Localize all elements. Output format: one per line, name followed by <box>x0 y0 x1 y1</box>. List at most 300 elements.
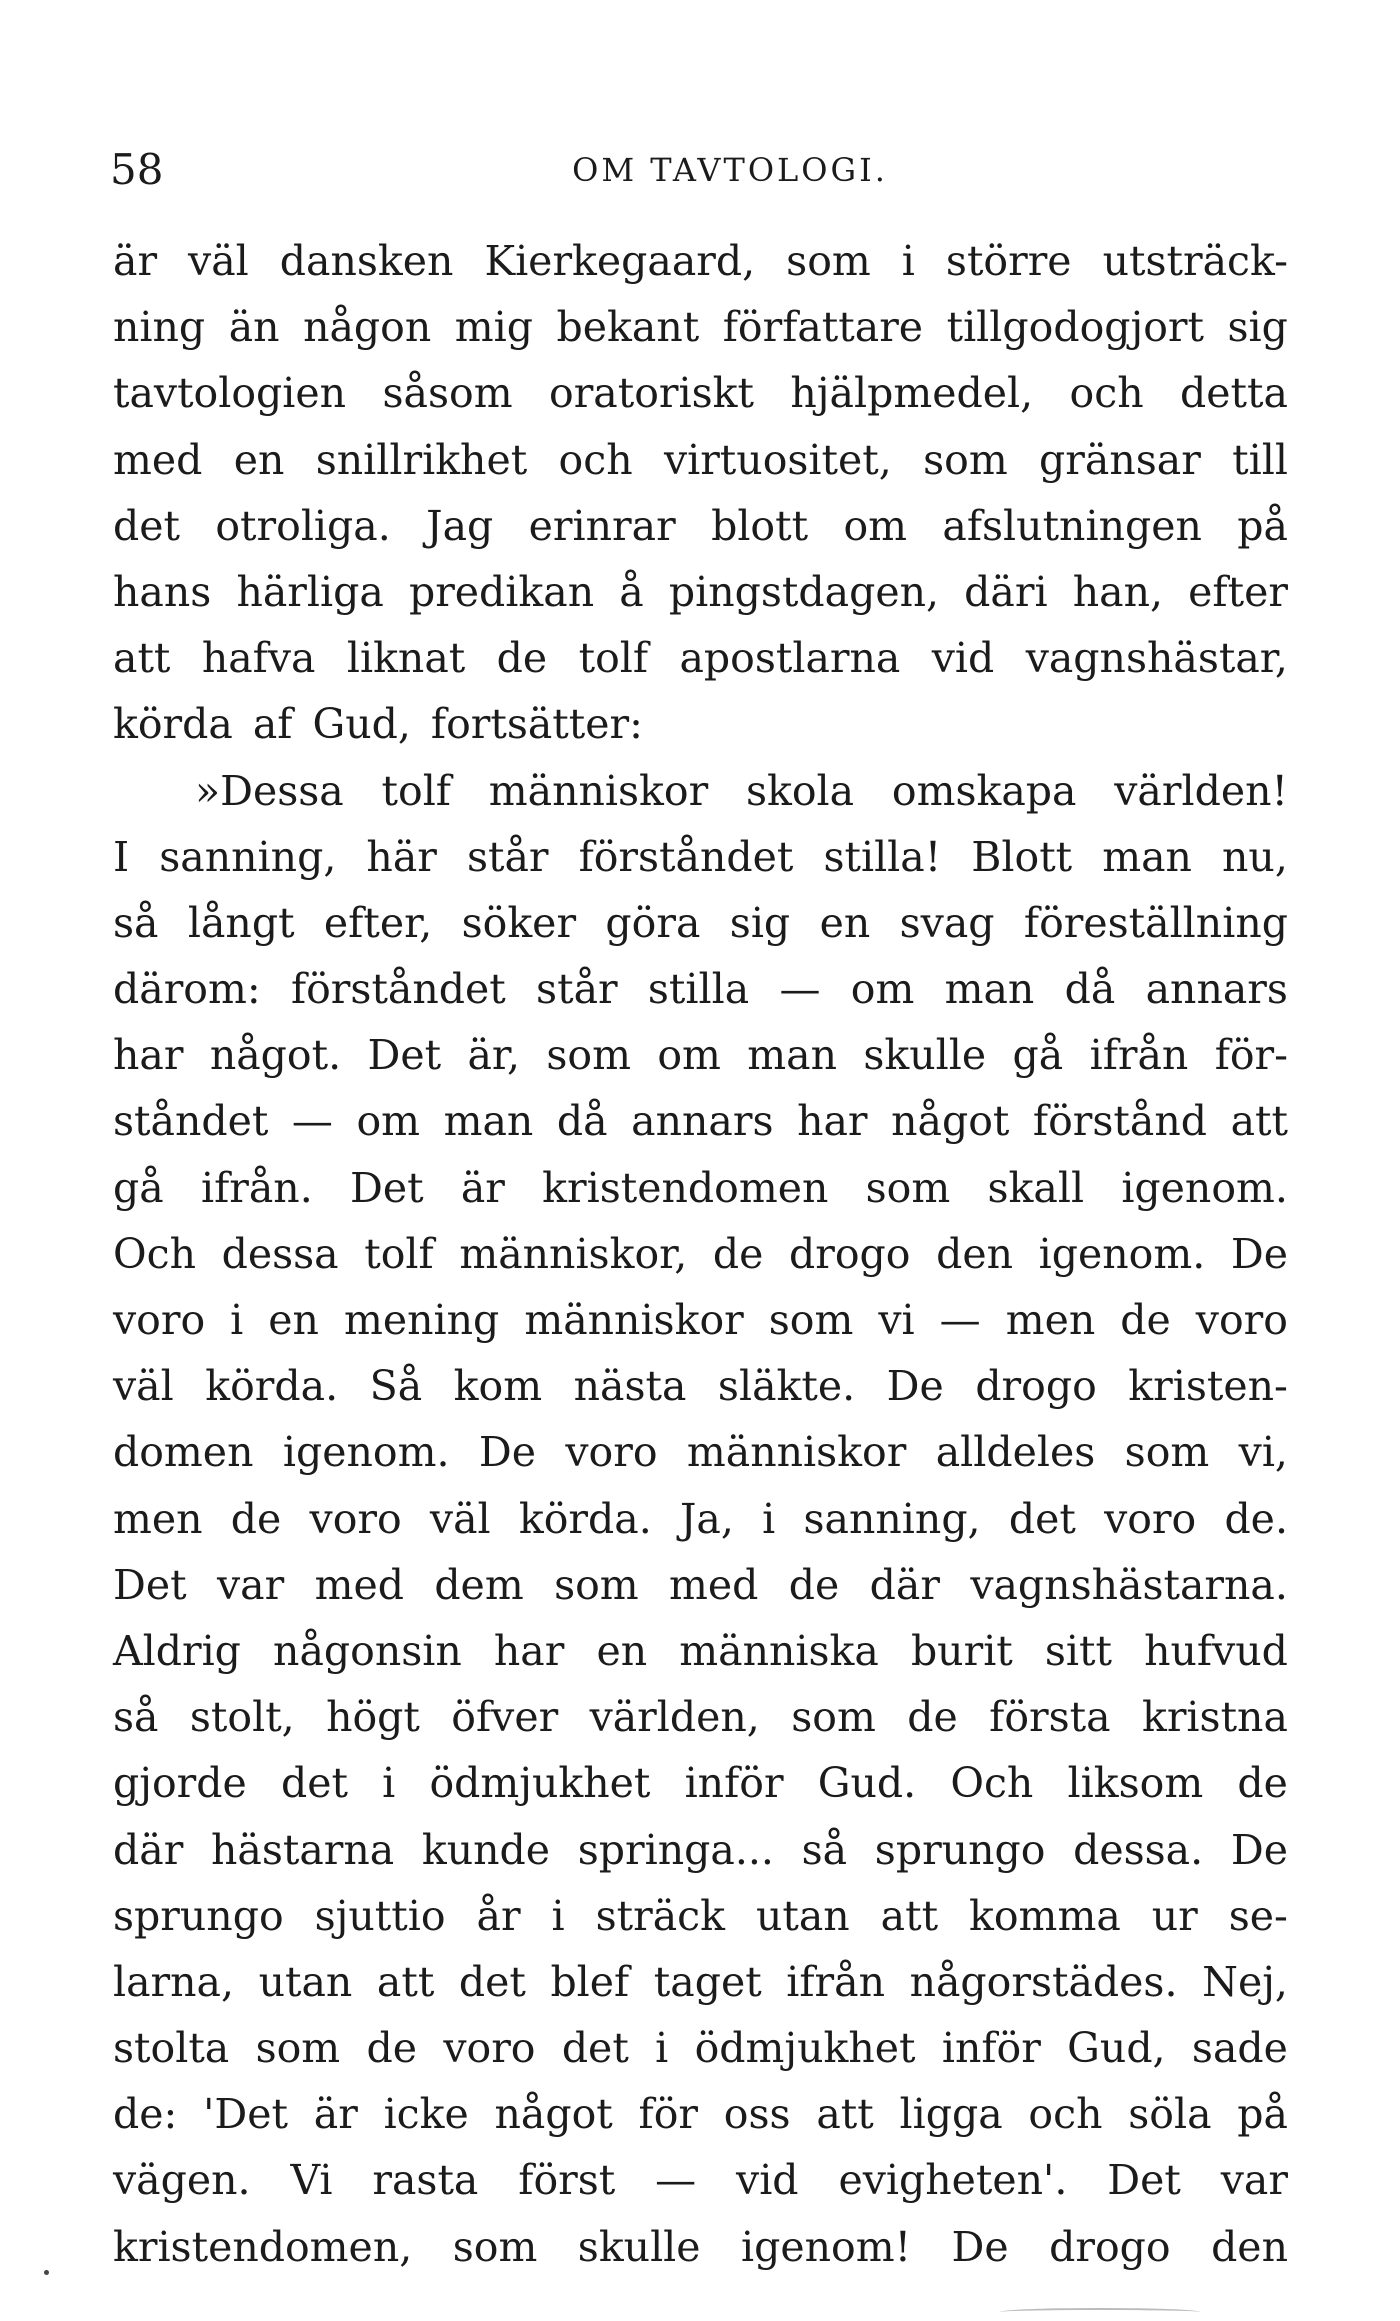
word: då <box>556 1097 608 1146</box>
word: han, <box>1072 567 1164 616</box>
word: och <box>558 435 633 484</box>
text-line <box>113 824 1288 890</box>
word: Aldrig <box>113 1626 241 1675</box>
word: ur <box>1151 1891 1198 1940</box>
word: fortsätter: <box>430 700 643 749</box>
text-line <box>113 360 1288 426</box>
word: men <box>1005 1296 1096 1344</box>
word: tolf <box>578 634 649 683</box>
word: sanning, <box>159 832 337 881</box>
word: mig <box>454 303 534 352</box>
word: Gud, <box>1067 2024 1166 2073</box>
word: Blott <box>971 832 1073 881</box>
word: burit <box>910 1626 1013 1675</box>
word: än <box>228 303 280 352</box>
word: erinrar <box>528 501 676 550</box>
word: omskapa <box>891 766 1077 815</box>
word: larna, <box>113 1957 235 2006</box>
word: hufvud <box>1144 1626 1288 1675</box>
text-line <box>113 1618 1288 1684</box>
word: dessa <box>221 1229 339 1278</box>
text-line <box>113 559 1288 625</box>
word: otroliga. <box>215 501 391 550</box>
word: ödmjukhet <box>694 2024 916 2073</box>
word: igenom. <box>282 1428 450 1477</box>
word: oratoriskt <box>549 369 754 418</box>
page-header <box>110 140 1300 200</box>
word: människor <box>686 1428 907 1477</box>
word: långt <box>187 898 295 947</box>
word: först <box>518 2156 616 2205</box>
word: af <box>252 700 293 749</box>
word: detta <box>1180 369 1288 418</box>
word: körda. <box>518 1494 652 1543</box>
word: de <box>907 1693 958 1742</box>
word: däri <box>964 567 1048 616</box>
word: liknat <box>346 634 466 683</box>
word: världen, <box>589 1693 760 1742</box>
word: högt <box>326 1693 420 1742</box>
word: att <box>880 1891 939 1940</box>
word: Kierkegaard, <box>484 237 756 285</box>
word: som <box>554 1560 639 1609</box>
word: tolf <box>364 1229 434 1278</box>
word: stilla <box>647 965 750 1014</box>
word: Det <box>113 1560 187 1609</box>
word: de <box>1237 1759 1288 1808</box>
word: dansken <box>279 237 454 285</box>
word: med <box>669 1560 759 1609</box>
word: sprungo <box>113 1891 284 1940</box>
page-number: 58 <box>110 145 164 194</box>
word: söla <box>1128 2090 1212 2139</box>
text-line <box>113 1088 1288 1154</box>
word: de. <box>1224 1494 1288 1543</box>
word: snillrikhet <box>315 435 528 484</box>
word: till <box>1232 435 1288 484</box>
text-line <box>113 2015 1288 2081</box>
word: ligga <box>899 2090 1003 2139</box>
word: Ja, <box>679 1494 734 1543</box>
word: sanning, <box>803 1494 981 1543</box>
text-line <box>113 294 1288 360</box>
word: då <box>1064 965 1116 1014</box>
word: ifrån <box>1089 1031 1189 1080</box>
word: den <box>936 1229 1013 1278</box>
text-line <box>113 890 1288 956</box>
word: där <box>113 1825 184 1874</box>
word: voro <box>1195 1296 1288 1344</box>
word: sig <box>729 898 791 947</box>
word: Gud. <box>817 1759 917 1808</box>
word: drogo <box>1049 2222 1171 2271</box>
word: är <box>313 2090 358 2139</box>
word: icke <box>383 2090 469 2139</box>
word: med <box>314 1560 404 1609</box>
word: de <box>1120 1296 1171 1344</box>
text-line <box>113 1155 1288 1221</box>
word: människor <box>524 1296 744 1344</box>
word: någonsin <box>273 1626 462 1675</box>
text-line <box>113 1684 1288 1750</box>
word: — <box>655 2156 697 2205</box>
word: år <box>476 1891 521 1940</box>
word: är <box>113 237 158 285</box>
word: Så <box>369 1362 423 1411</box>
word: står <box>466 832 549 881</box>
word: de <box>496 634 548 683</box>
word: göra <box>605 898 701 947</box>
word: utsträck- <box>1102 237 1288 285</box>
word: så <box>113 1693 159 1742</box>
word: — <box>779 965 821 1014</box>
word: sjuttio <box>314 1891 446 1940</box>
word: taget <box>653 1957 762 2006</box>
word: något <box>891 1097 1010 1146</box>
word: det <box>280 1759 348 1808</box>
word: Det <box>349 1163 424 1212</box>
word: den <box>1211 2222 1288 2271</box>
word: afslutningen <box>942 501 1202 550</box>
word: utan <box>258 1957 353 2006</box>
word: voro <box>1104 1494 1197 1543</box>
word: tillgodogjort <box>946 303 1204 352</box>
word: hans <box>113 567 212 616</box>
word: De <box>1230 1229 1288 1278</box>
text-line <box>113 228 1288 294</box>
word: nästa <box>573 1362 687 1411</box>
word: svag <box>899 898 995 947</box>
word: efter <box>1188 567 1288 616</box>
word: De <box>886 1362 944 1411</box>
word: härliga <box>236 567 384 616</box>
word: skulle <box>863 1031 987 1080</box>
word: Det <box>367 1031 442 1080</box>
word: Och <box>950 1759 1034 1808</box>
word: skulle <box>577 2222 701 2271</box>
word: evigheten'. <box>838 2156 1068 2205</box>
word: vagnshästar, <box>1025 634 1288 683</box>
word: De <box>951 2222 1009 2271</box>
word: om <box>843 501 908 550</box>
word: stolta <box>113 2024 230 2073</box>
text-line <box>113 493 1288 559</box>
word: första <box>989 1693 1111 1742</box>
word: är <box>460 1163 505 1212</box>
paper-speck <box>44 2270 49 2275</box>
word: inför <box>684 1759 784 1808</box>
word: Gud, <box>312 700 411 749</box>
word: liksom <box>1067 1759 1204 1808</box>
word: släkte. <box>717 1362 856 1411</box>
word: voro <box>443 2024 536 2073</box>
word: »Dessa <box>195 766 344 815</box>
word: som <box>865 1163 951 1212</box>
word: med <box>113 435 203 484</box>
word: I <box>113 832 130 881</box>
word: körda. <box>205 1362 339 1411</box>
word: författare <box>722 303 924 352</box>
word: igenom. <box>1038 1229 1206 1278</box>
word: hjälpmedel, <box>790 369 1034 418</box>
word: var <box>1220 2156 1288 2205</box>
word: ödmjukhet <box>429 1759 651 1808</box>
word: på <box>1237 501 1288 550</box>
ink-bleed-through <box>1000 2308 1200 2316</box>
word: något <box>494 2090 613 2139</box>
text-line <box>113 758 1288 824</box>
word: som <box>786 237 871 285</box>
word: nu, <box>1222 832 1288 881</box>
word: — <box>939 1296 981 1344</box>
word: å <box>619 567 644 616</box>
word: vagnshästarna. <box>970 1560 1288 1609</box>
word: vi <box>878 1296 915 1344</box>
word: en <box>233 435 285 484</box>
word: ifrån. <box>200 1163 313 1212</box>
word: en <box>819 898 871 947</box>
word: kristen- <box>1128 1362 1288 1411</box>
word: såsom <box>382 369 513 418</box>
running-head: OM TAVTOLOGI. <box>572 151 888 189</box>
word: föreställning <box>1023 898 1288 947</box>
text-line <box>113 1552 1288 1618</box>
text-line <box>113 1287 1288 1353</box>
word: de <box>366 2024 418 2073</box>
word: har <box>113 1031 184 1080</box>
word: förstånd <box>1032 1097 1207 1146</box>
text-line <box>113 1817 1288 1883</box>
text-line <box>113 1750 1288 1816</box>
word: — <box>291 1097 333 1146</box>
word: gå <box>1012 1031 1064 1080</box>
word: pingstdagen, <box>668 567 940 616</box>
word: alldeles <box>935 1428 1096 1477</box>
word: gå <box>113 1163 164 1212</box>
word: om <box>850 965 915 1014</box>
word: därom: <box>113 965 261 1014</box>
word: se- <box>1228 1891 1288 1940</box>
word: stolt, <box>189 1693 295 1742</box>
word: apostlarna <box>679 634 901 683</box>
text-line <box>113 2147 1288 2213</box>
word: någorstädes. <box>909 1957 1178 2006</box>
word: står <box>536 965 618 1014</box>
word: ifrån <box>786 1957 886 2006</box>
word: voro <box>113 1296 206 1344</box>
word: kristendomen <box>542 1163 829 1212</box>
word: kristendomen, <box>113 2222 413 2271</box>
word: hafva <box>201 634 316 683</box>
word: efter, <box>323 898 433 947</box>
text-line <box>113 1419 1288 1485</box>
word: Jag <box>426 501 494 550</box>
word: att <box>816 2090 874 2139</box>
word: Vi <box>290 2156 333 2205</box>
word: man <box>1102 832 1192 881</box>
word: de <box>230 1494 282 1543</box>
word: ståndet <box>113 1097 269 1146</box>
word: blef <box>550 1957 630 2006</box>
word: vid <box>931 634 995 683</box>
word: som <box>546 1031 631 1080</box>
text-line <box>113 1486 1288 1552</box>
word: förståndet <box>290 965 506 1014</box>
word: som <box>768 1296 854 1344</box>
word: bekant <box>556 303 700 352</box>
word: har <box>797 1097 868 1146</box>
word: är, <box>467 1031 521 1080</box>
word: som <box>1124 1428 1210 1477</box>
word: väl <box>429 1494 491 1543</box>
text-line <box>113 1353 1288 1419</box>
word: komma <box>969 1891 1121 1940</box>
body-text <box>113 228 1288 2280</box>
word: körda <box>113 700 233 749</box>
word: de: <box>113 2090 178 2139</box>
word: det <box>1008 1494 1076 1543</box>
word: blott <box>711 501 809 550</box>
word: som <box>452 2222 538 2271</box>
word: kristna <box>1141 1693 1288 1742</box>
word: stilla! <box>823 832 942 881</box>
word: voro <box>309 1494 402 1543</box>
word: mening <box>343 1296 500 1344</box>
word: i <box>901 237 915 285</box>
word: tolf <box>381 766 451 815</box>
word: annars <box>1145 965 1288 1014</box>
word: väl <box>188 237 249 285</box>
word: 'Det <box>203 2090 288 2139</box>
word: var <box>216 1560 285 1609</box>
word: på <box>1237 2090 1288 2139</box>
word: ning <box>113 303 206 352</box>
word: förståndet <box>578 832 794 881</box>
word: det <box>458 1957 526 2006</box>
word: om <box>356 1097 421 1146</box>
word: de <box>712 1229 764 1278</box>
word: Och <box>113 1229 196 1278</box>
word: någon <box>303 303 432 352</box>
word: predikan <box>408 567 595 616</box>
word: något. <box>209 1031 342 1080</box>
word: Det <box>1107 2156 1181 2205</box>
word: väl <box>113 1362 174 1411</box>
word: i <box>551 1891 565 1940</box>
word: rasta <box>372 2156 479 2205</box>
word: tavtologien <box>113 369 347 418</box>
word: och <box>1069 369 1144 418</box>
word: vi, <box>1238 1428 1288 1477</box>
word: men <box>113 1494 203 1543</box>
word: igenom. <box>1121 1163 1288 1212</box>
word: vid <box>736 2156 799 2205</box>
word: domen <box>113 1428 254 1477</box>
text-line <box>113 1022 1288 1088</box>
word: gränsar <box>1039 435 1201 484</box>
word: De <box>1230 1825 1288 1874</box>
word: igenom! <box>741 2222 912 2271</box>
word: i <box>230 1296 244 1344</box>
word: sig <box>1227 303 1288 352</box>
word: och <box>1028 2090 1103 2139</box>
word: kunde <box>421 1825 551 1874</box>
word: skola <box>745 766 855 815</box>
word: människor <box>488 766 709 815</box>
word: där <box>869 1560 940 1609</box>
word: man <box>747 1031 838 1080</box>
text-line <box>113 2214 1288 2280</box>
word: i <box>655 2024 669 2073</box>
word: vägen. <box>113 2156 251 2205</box>
word: annars <box>631 1097 774 1146</box>
word: om <box>657 1031 721 1080</box>
text-line <box>113 956 1288 1022</box>
word: sade <box>1191 2024 1288 2073</box>
word: att <box>113 634 171 683</box>
word: i <box>382 1759 396 1808</box>
word: en <box>596 1626 648 1675</box>
word: oss <box>723 2090 791 2139</box>
word: skall <box>987 1163 1085 1212</box>
word: virtuositet, <box>663 435 892 484</box>
text-line <box>113 427 1288 493</box>
word: sitt <box>1044 1626 1112 1675</box>
word: dem <box>434 1560 524 1609</box>
word: det <box>561 2024 629 2073</box>
word: det <box>113 501 180 550</box>
word: sträck <box>595 1891 725 1940</box>
word: drogo <box>975 1362 1097 1411</box>
word: så <box>113 898 159 947</box>
word: större <box>945 237 1072 285</box>
word: söker <box>461 898 577 947</box>
word: man <box>944 965 1035 1014</box>
word: som <box>255 2024 341 2073</box>
word: i <box>762 1494 776 1543</box>
word: voro <box>565 1428 658 1477</box>
word: som <box>791 1693 876 1742</box>
word: sprungo <box>874 1825 1046 1874</box>
word: inför <box>941 2024 1041 2073</box>
word: världen! <box>1114 766 1288 815</box>
word: springa... <box>577 1825 774 1874</box>
word: en <box>268 1296 319 1344</box>
word: här <box>366 832 437 881</box>
text-line <box>113 1883 1288 1949</box>
text-line <box>113 691 1288 757</box>
word: som <box>923 435 1008 484</box>
word: De <box>478 1428 536 1477</box>
word: har <box>493 1626 565 1675</box>
text-line <box>113 625 1288 691</box>
word: man <box>443 1097 534 1146</box>
word: att <box>376 1957 435 2006</box>
word: gjorde <box>113 1759 247 1808</box>
word: de <box>788 1560 840 1609</box>
word: människa <box>679 1626 879 1675</box>
word: dessa. <box>1073 1825 1204 1874</box>
word: drogo <box>789 1229 911 1278</box>
word: öfver <box>451 1693 559 1742</box>
word: så <box>801 1825 848 1874</box>
word: Nej, <box>1202 1957 1288 2006</box>
word: utan <box>755 1891 850 1940</box>
word: kom <box>453 1362 543 1411</box>
word: människor, <box>459 1229 688 1278</box>
word: hästarna <box>210 1825 395 1874</box>
text-line <box>113 1949 1288 2015</box>
